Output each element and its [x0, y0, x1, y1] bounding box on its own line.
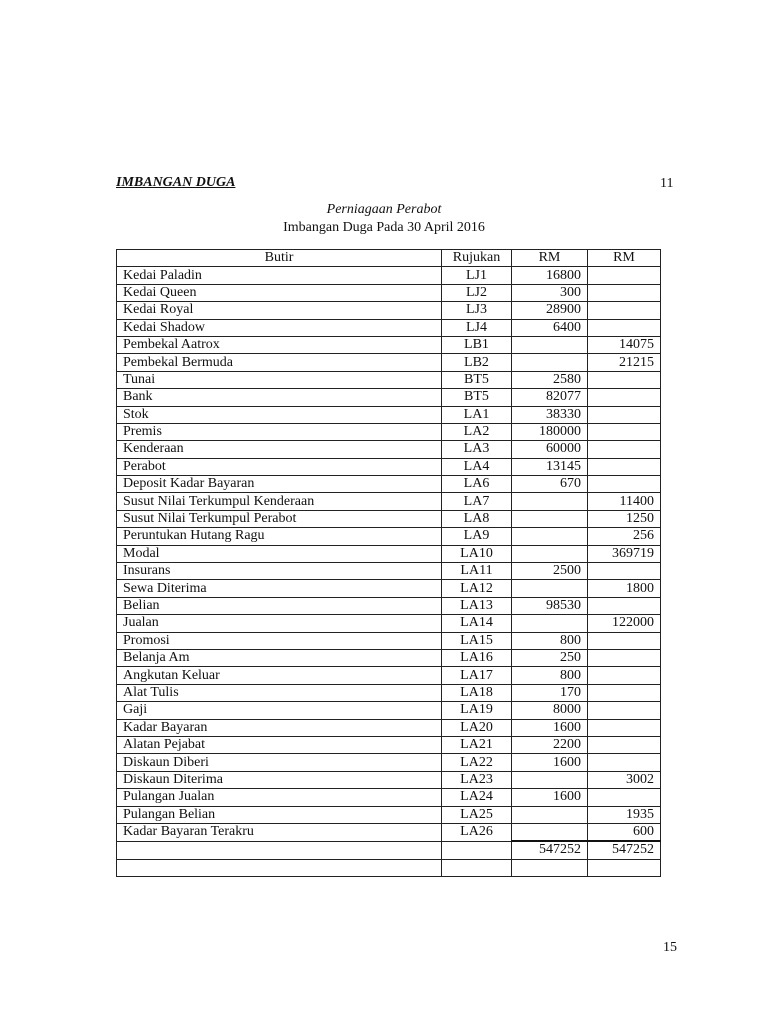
- cell-butir: Promosi: [117, 632, 442, 649]
- table-row: [117, 441, 661, 458]
- cell-rujukan: LA4: [442, 458, 512, 475]
- table-row: [117, 406, 661, 423]
- cell-butir: Alatan Pejabat: [117, 736, 442, 753]
- cell-kredit: [588, 476, 661, 493]
- cell-debit: [512, 823, 588, 841]
- table-row: [117, 823, 661, 841]
- cell-kredit: 14075: [588, 336, 661, 353]
- cell-butir: Gaji: [117, 702, 442, 719]
- cell-kredit: [588, 789, 661, 806]
- cell-debit: [512, 528, 588, 545]
- cell-kredit: [588, 736, 661, 753]
- cell-kredit: 1800: [588, 580, 661, 597]
- blank-cell: [512, 859, 588, 876]
- cell-rujukan: LJ4: [442, 319, 512, 336]
- cell-kredit: [588, 632, 661, 649]
- cell-rujukan: LA22: [442, 754, 512, 771]
- table-row: [117, 476, 661, 493]
- table-row: [117, 597, 661, 614]
- cell-butir: Sewa Diterima: [117, 580, 442, 597]
- table-row: [117, 267, 661, 284]
- cell-rujukan: LA6: [442, 476, 512, 493]
- cell-rujukan: LA1: [442, 406, 512, 423]
- cell-butir: Kedai Paladin: [117, 267, 442, 284]
- table-row: [117, 336, 661, 353]
- cell-rujukan: LA12: [442, 580, 512, 597]
- cell-debit: 16800: [512, 267, 588, 284]
- cell-debit: 1600: [512, 719, 588, 736]
- cell-rujukan: LA15: [442, 632, 512, 649]
- cell-rujukan: LJ2: [442, 284, 512, 301]
- cell-butir: Kedai Shadow: [117, 319, 442, 336]
- cell-kredit: [588, 441, 661, 458]
- cell-debit: 1600: [512, 754, 588, 771]
- cell-kredit: [588, 406, 661, 423]
- cell-kredit: 600: [588, 823, 661, 841]
- cell-rujukan: LA23: [442, 771, 512, 788]
- cell-rujukan: LJ3: [442, 302, 512, 319]
- cell-rujukan: LA16: [442, 649, 512, 666]
- cell-butir: Susut Nilai Terkumpul Perabot: [117, 510, 442, 527]
- cell-debit: 800: [512, 632, 588, 649]
- cell-kredit: 1935: [588, 806, 661, 823]
- section-title: IMBANGAN DUGA: [116, 175, 236, 190]
- table-row: [117, 389, 661, 406]
- cell-butir: Kedai Queen: [117, 284, 442, 301]
- cell-kredit: [588, 371, 661, 388]
- table-row: [117, 528, 661, 545]
- header-rujukan: Rujukan: [442, 250, 512, 267]
- table-row: [117, 354, 661, 371]
- cell-debit: 38330: [512, 406, 588, 423]
- trial-balance-table: [116, 249, 661, 877]
- cell-butir: Alat Tulis: [117, 684, 442, 701]
- cell-debit: 13145: [512, 458, 588, 475]
- cell-kredit: 3002: [588, 771, 661, 788]
- table-row: [117, 580, 661, 597]
- table-row: [117, 806, 661, 823]
- cell-kredit: 122000: [588, 615, 661, 632]
- table-row: [117, 563, 661, 580]
- cell-butir: Stok: [117, 406, 442, 423]
- cell-debit: 2200: [512, 736, 588, 753]
- cell-kredit: [588, 667, 661, 684]
- cell-debit: 6400: [512, 319, 588, 336]
- table-row: [117, 423, 661, 440]
- cell-rujukan: LA11: [442, 563, 512, 580]
- table-row: [117, 684, 661, 701]
- cell-kredit: [588, 302, 661, 319]
- cell-butir: Modal: [117, 545, 442, 562]
- cell-butir: Diskaun Diterima: [117, 771, 442, 788]
- cell-debit: [512, 510, 588, 527]
- cell-kredit: [588, 389, 661, 406]
- table-row: [117, 789, 661, 806]
- total-debit: 547252: [512, 841, 588, 859]
- cell-rujukan: LA13: [442, 597, 512, 614]
- header-rm-kredit: RM: [588, 250, 661, 267]
- cell-rujukan: LB1: [442, 336, 512, 353]
- cell-butir: Tunai: [117, 371, 442, 388]
- table-body: [117, 267, 661, 841]
- cell-debit: [512, 545, 588, 562]
- cell-debit: [512, 580, 588, 597]
- cell-debit: 670: [512, 476, 588, 493]
- cell-butir: Pembekal Bermuda: [117, 354, 442, 371]
- cell-kredit: [588, 649, 661, 666]
- cell-rujukan: LJ1: [442, 267, 512, 284]
- cell-rujukan: LA21: [442, 736, 512, 753]
- total-label-cell: [117, 841, 442, 859]
- cell-rujukan: LA20: [442, 719, 512, 736]
- table-row: [117, 632, 661, 649]
- cell-rujukan: LB2: [442, 354, 512, 371]
- cell-rujukan: LA17: [442, 667, 512, 684]
- cell-butir: Susut Nilai Terkumpul Kenderaan: [117, 493, 442, 510]
- cell-butir: Deposit Kadar Bayaran: [117, 476, 442, 493]
- cell-rujukan: LA18: [442, 684, 512, 701]
- cell-kredit: [588, 563, 661, 580]
- cell-rujukan: LA8: [442, 510, 512, 527]
- cell-kredit: 11400: [588, 493, 661, 510]
- cell-butir: Insurans: [117, 563, 442, 580]
- cell-kredit: [588, 702, 661, 719]
- cell-debit: 82077: [512, 389, 588, 406]
- cell-kredit: [588, 754, 661, 771]
- table-row: [117, 736, 661, 753]
- cell-rujukan: LA19: [442, 702, 512, 719]
- cell-kredit: [588, 267, 661, 284]
- cell-butir: Peruntukan Hutang Ragu: [117, 528, 442, 545]
- table-row: [117, 545, 661, 562]
- cell-debit: 98530: [512, 597, 588, 614]
- cell-butir: Belanja Am: [117, 649, 442, 666]
- cell-rujukan: LA10: [442, 545, 512, 562]
- cell-rujukan: LA14: [442, 615, 512, 632]
- total-kredit: 547252: [588, 841, 661, 859]
- cell-butir: Bank: [117, 389, 442, 406]
- cell-kredit: [588, 284, 661, 301]
- table-row: [117, 302, 661, 319]
- page-number-top: 11: [660, 176, 674, 191]
- cell-debit: 2580: [512, 371, 588, 388]
- header-butir: Butir: [117, 250, 442, 267]
- cell-rujukan: BT5: [442, 389, 512, 406]
- cell-butir: Belian: [117, 597, 442, 614]
- table-row: [117, 371, 661, 388]
- statement-subtitle: Imbangan Duga Pada 30 April 2016: [283, 220, 485, 235]
- company-name: Perniagaan Perabot: [326, 202, 442, 217]
- cell-debit: 800: [512, 667, 588, 684]
- table-row: [117, 615, 661, 632]
- total-ref-cell: [442, 841, 512, 859]
- cell-kredit: [588, 319, 661, 336]
- cell-rujukan: BT5: [442, 371, 512, 388]
- cell-rujukan: LA26: [442, 823, 512, 841]
- cell-debit: 250: [512, 649, 588, 666]
- cell-kredit: 256: [588, 528, 661, 545]
- total-row: [117, 841, 661, 859]
- cell-rujukan: LA2: [442, 423, 512, 440]
- table-row: [117, 510, 661, 527]
- cell-butir: Kadar Bayaran Terakru: [117, 823, 442, 841]
- cell-butir: Pulangan Belian: [117, 806, 442, 823]
- cell-butir: Pembekal Aatrox: [117, 336, 442, 353]
- table-row: [117, 284, 661, 301]
- cell-debit: [512, 493, 588, 510]
- table-row: [117, 319, 661, 336]
- table-row: [117, 702, 661, 719]
- cell-debit: [512, 806, 588, 823]
- cell-kredit: [588, 423, 661, 440]
- cell-kredit: 1250: [588, 510, 661, 527]
- cell-debit: 28900: [512, 302, 588, 319]
- table-row: [117, 667, 661, 684]
- table-row: [117, 458, 661, 475]
- cell-kredit: 369719: [588, 545, 661, 562]
- cell-kredit: [588, 719, 661, 736]
- cell-debit: [512, 336, 588, 353]
- cell-butir: Diskaun Diberi: [117, 754, 442, 771]
- cell-debit: 180000: [512, 423, 588, 440]
- cell-debit: 2500: [512, 563, 588, 580]
- cell-debit: 170: [512, 684, 588, 701]
- cell-butir: Jualan: [117, 615, 442, 632]
- header-rm-debit: RM: [512, 250, 588, 267]
- cell-rujukan: LA3: [442, 441, 512, 458]
- table-row: [117, 771, 661, 788]
- table-row: [117, 493, 661, 510]
- cell-kredit: [588, 458, 661, 475]
- cell-butir: Perabot: [117, 458, 442, 475]
- cell-kredit: [588, 597, 661, 614]
- table-row: [117, 719, 661, 736]
- table-header-row: [117, 250, 661, 267]
- cell-butir: Pulangan Jualan: [117, 789, 442, 806]
- cell-debit: [512, 771, 588, 788]
- cell-debit: 300: [512, 284, 588, 301]
- cell-kredit: 21215: [588, 354, 661, 371]
- blank-row: [117, 859, 661, 876]
- cell-butir: Kenderaan: [117, 441, 442, 458]
- table-row: [117, 649, 661, 666]
- cell-debit: [512, 354, 588, 371]
- blank-cell: [588, 859, 661, 876]
- cell-rujukan: LA25: [442, 806, 512, 823]
- cell-butir: Kadar Bayaran: [117, 719, 442, 736]
- table-row: [117, 754, 661, 771]
- blank-cell: [117, 859, 442, 876]
- cell-debit: 60000: [512, 441, 588, 458]
- cell-butir: Premis: [117, 423, 442, 440]
- cell-kredit: [588, 684, 661, 701]
- cell-debit: 8000: [512, 702, 588, 719]
- cell-butir: Angkutan Keluar: [117, 667, 442, 684]
- cell-rujukan: LA7: [442, 493, 512, 510]
- cell-rujukan: LA24: [442, 789, 512, 806]
- cell-debit: 1600: [512, 789, 588, 806]
- page-number-bottom: 15: [663, 940, 677, 955]
- cell-debit: [512, 615, 588, 632]
- cell-butir: Kedai Royal: [117, 302, 442, 319]
- cell-rujukan: LA9: [442, 528, 512, 545]
- blank-cell: [442, 859, 512, 876]
